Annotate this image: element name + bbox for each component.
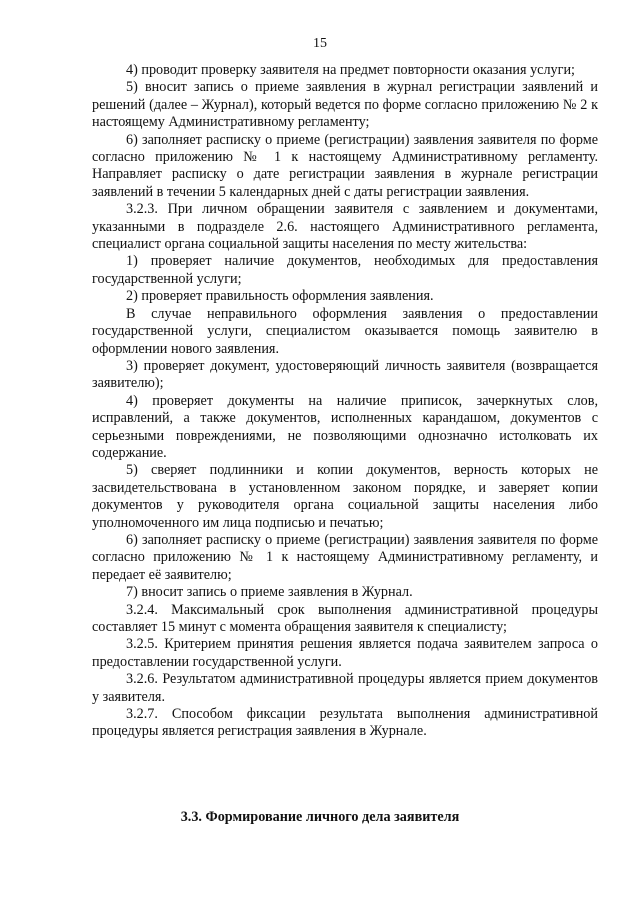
paragraph: 5) сверяет подлинники и копии документов, верность которых не засвидетельствована в установленном законом порядке, и заверяет копии документов у руководителя органа социальной защиты населения либо уполномоченного им лица подписью и печатью; [92, 462, 598, 531]
paragraph: 3.2.7. Способом фиксации результата выполнения административной процедуры является регистрация заявления в Журнале. [92, 706, 598, 740]
paragraph: 3.2.3. При личном обращении заявителя с заявлением и документами, указанными в подразделе 2.6. настоящего Административного регламента, специалист органа социальной защиты населения по месту жительства: [92, 201, 598, 253]
paragraph: 3.2.6. Результатом административной процедуры является прием документов у заявителя. [92, 671, 598, 705]
paragraph: 4) проводит проверку заявителя на предмет повторности оказания услуги; [126, 62, 576, 78]
paragraph: 3.2.5. Критерием принятия решения является подача заявителем запроса о предоставлении государственной услуги. [92, 636, 598, 670]
paragraph: 6) заполняет расписку о приеме (регистрации) заявления заявителя по форме согласно приложению № 1 к настоящему Административному регламенту. Направляет расписку о дате регистрации заявления в журнале регистрации заявлений в течении 5 календарных дней с даты регистрации заявления. [92, 131, 598, 200]
paragraph: 6) заполняет расписку о приеме (регистрации) заявления заявителя по форме согласно приложению № 1 к настоящему Административному регламенту, и передает её заявителю; [92, 531, 598, 583]
paragraph: 4) проверяет документы на наличие приписок, зачеркнутых слов, исправлений, а также документов, исполненных карандашом, документов с серьезными повреждениями, не позволяющими однозначно истолковать их содержание. [92, 392, 598, 461]
paragraph: 2) проверяет правильность оформления заявления. [126, 288, 434, 305]
section-heading: 3.3. Формирование личного дела заявителя [180, 809, 460, 825]
paragraph: 3.2.4. Максимальный срок выполнения административной процедуры составляет 15 минут с момента обращения заявителя к специалисту; [92, 601, 598, 635]
document-body [92, 62, 598, 741]
paragraph: 5) вносит запись о приеме заявления в журнал регистрации заявлений и решений (далее – Журнал), который ведется по форме согласно приложению № 2 к настоящему Административному регламенту; [92, 79, 598, 131]
paragraph: В случае неправильного оформления заявления о предоставлении государственной услуги, специалистом оказывается помощь заявителю в оформлении нового заявления. [92, 305, 598, 357]
paragraph: 1) проверяет наличие документов, необходимых для предоставления государственной услуги; [92, 253, 598, 287]
page-number: 15 [313, 36, 327, 51]
paragraph: 7) вносит запись о приеме заявления в Журнал. [126, 584, 413, 601]
paragraph: 3) проверяет документ, удостоверяющий личность заявителя (возвращается заявителю); [92, 357, 598, 392]
